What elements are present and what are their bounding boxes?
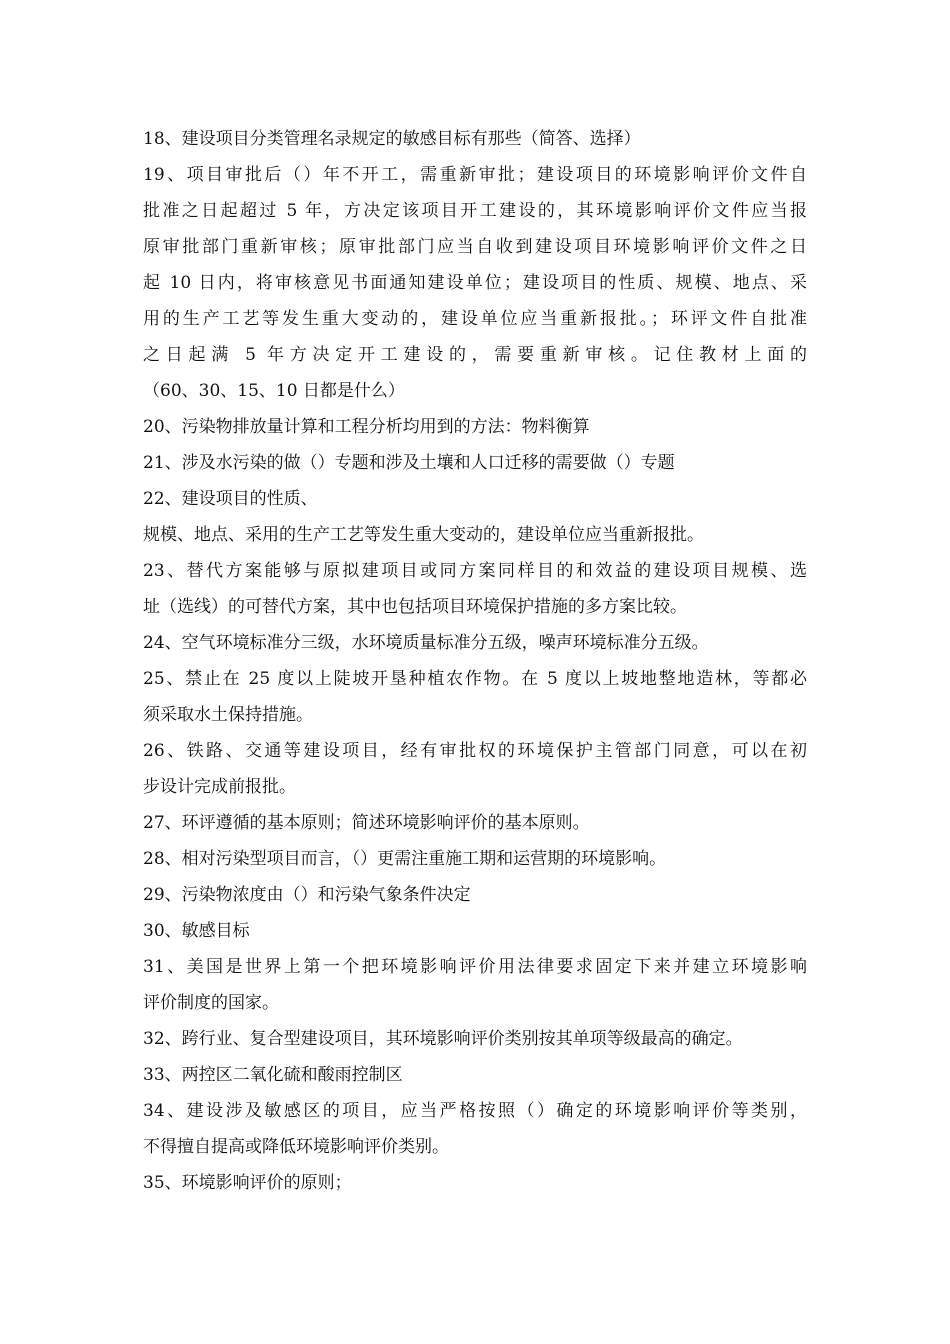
document-body [143,121,807,1201]
text-line: 35、环境影响评价的原则； [143,1173,352,1193]
text-line: 25、禁止在 25 度以上陡坡开垦种植农作物。在 5 度以上坡地整地造林，等都必 [143,669,807,689]
text-line: 不得擅自提高或降低环境影响评价类别。 [143,1137,449,1157]
text-line: 20、污染物排放量计算和工程分析均用到的方法：物料衡算 [143,417,590,437]
text-line: 须采取水土保持措施。 [143,705,313,725]
text-line: 用的生产工艺等发生重大变动的，建设单位应当重新报批。；环评文件自批准 [143,309,807,329]
text-line: 34、建设涉及敏感区的项目，应当严格按照（）确定的环境影响评价等类别， [143,1101,807,1121]
text-line: 23、替代方案能够与原拟建项目或同方案同样目的和效益的建设项目规模、选 [143,561,807,581]
text-line: 原审批部门重新审核；原审批部门应当自收到建设项目环境影响评价文件之日 [143,237,807,257]
text-line: 评价制度的国家。 [143,993,279,1013]
text-line: 32、跨行业、复合型建设项目，其环境影响评价类别按其单项等级最高的确定。 [143,1029,743,1049]
text-line: 29、污染物浓度由（）和污染气象条件决定 [143,885,471,905]
text-line: 21、涉及水污染的做（）专题和涉及土壤和人口迁移的需要做（）专题 [143,453,675,473]
text-line: 22、建设项目的性质、 [143,489,318,509]
text-line: （60、30、15、10 日都是什么） [143,381,405,401]
text-line: 31、美国是世界上第一个把环境影响评价用法律要求固定下来并建立环境影响 [143,957,807,977]
text-line: 之日起满 5 年方决定开工建设的，需要重新审核。记住教材上面的 [143,345,807,365]
text-line: 26、铁路、交通等建设项目，经有审批权的环境保护主管部门同意，可以在初 [143,741,807,761]
text-line: 33、两控区二氧化硫和酸雨控制区 [143,1065,403,1085]
text-line: 批准之日起超过 5 年，方决定该项目开工建设的，其环境影响评价文件应当报 [143,201,807,221]
text-line: 30、敏感目标 [143,921,250,941]
text-line: 规模、地点、采用的生产工艺等发生重大变动的，建设单位应当重新报批。 [143,525,704,545]
text-line: 址（选线）的可替代方案，其中也包括项目环境保护措施的多方案比较。 [143,597,687,617]
text-line: 27、环评遵循的基本原则；简述环境影响评价的基本原则。 [143,813,590,833]
text-line: 19、项目审批后（）年不开工，需重新审批；建设项目的环境影响评价文件自 [143,165,807,185]
text-line: 18、建设项目分类管理名录规定的敏感目标有那些（简答、选择） [143,129,641,149]
text-line: 24、空气环境标准分三级，水环境质量标准分五级，噪声环境标准分五级。 [143,633,709,653]
text-line: 28、相对污染型项目而言，（）更需注重施工期和运营期的环境影响。 [143,849,667,869]
text-line: 起 10 日内，将审核意见书面通知建设单位；建设项目的性质、规模、地点、采 [143,273,807,293]
text-line: 步设计完成前报批。 [143,777,296,797]
